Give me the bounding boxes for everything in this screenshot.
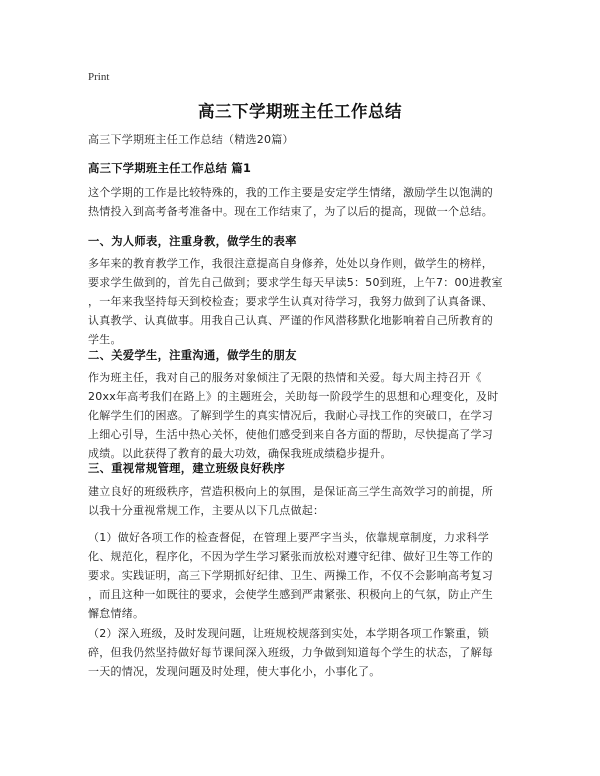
text-line: 以我十分重视常规工作，主要从以下几点做起：: [88, 504, 325, 517]
section-3-paragraph-2: [88, 528, 512, 623]
document-title: 高三下学期班主任工作总结: [198, 102, 402, 121]
text-line: 要求学生做到的，首先自己做到；要求学生每天早读5：50到班，上午7：00进教室: [88, 276, 503, 289]
text-line: 这个学期的工作是比较特殊的，我的工作主要是安定学生情绪，激励学生以饱满的: [88, 186, 493, 199]
text-line: 懈怠情绪。: [88, 607, 145, 620]
section-1-paragraph: [88, 254, 512, 349]
text-line: 一天的情况，发现问题及时处理，使大事化小，小事化了。: [88, 665, 381, 678]
text-line: （1）做好各项工作的检查督促，在管理上要严字当头，依靠规章制度，力求科学: [88, 531, 489, 544]
text-line: ，一年来我坚持每天到校检查；要求学生认真对待学习，我努力做到了认真备课、: [88, 295, 493, 308]
print-label: Print: [88, 71, 110, 83]
intro-paragraph: [88, 183, 512, 221]
section-heading-2: 二、关爱学生，注重沟通，做学生的朋友: [88, 349, 297, 362]
text-line: 要求。实践证明，高三下学期抓好纪律、卫生、两操工作，不仅不会影响高考复习: [88, 569, 493, 582]
text-line: 热情投入到高考备考准备中。现在工作结束了，为了以后的提高，现做一个总结。: [88, 205, 493, 218]
section-3-paragraph-3: [88, 624, 512, 681]
text-line: ，而且这种一如既往的要求，会使学生感到严肃紧张、积极向上的气氛，防止产生: [88, 588, 493, 601]
text-line: （2）深入班级，及时发现问题，让班规校规落到实处，本学期各项工作繁重，锁: [88, 627, 489, 640]
text-line: 成绩。以此获得了教育的最大功效，确保我班成绩稳步提升。: [88, 447, 392, 460]
text-line: 作为班主任，我对自己的服务对象倾注了无限的热情和关爱。每大周主持召开《: [88, 371, 482, 384]
section-heading-1: 一、为人师表，注重身教，做学生的表率: [88, 235, 297, 248]
text-line: 碎，但我仍然坚持做好每节课间深入班级，力争做到知道每个学生的状态，了解每: [88, 646, 493, 659]
section-2-paragraph: [88, 368, 512, 463]
text-line: 多年来的教育教学工作，我很注意提高自身修养，处处以身作则，做学生的榜样，: [88, 257, 493, 270]
text-line: 建立良好的班级秩序，营造积极向上的氛围，是保证高三学生高效学习的前提，所: [88, 485, 493, 498]
article-heading: 高三下学期班主任工作总结 篇1: [88, 162, 252, 175]
text-line: 学生。: [88, 333, 122, 346]
text-line: 上细心引导，生活中热心关怀，使他们感受到来自各方面的帮助，尽快提高了学习: [88, 428, 493, 441]
section-3-paragraph-1: [88, 482, 512, 520]
text-line: 认真教学、认真做事。用我自己认真、严谨的作风潜移默化地影响着自己所教育的: [88, 314, 493, 327]
text-line: 化解学生们的困惑。了解到学生的真实情况后，我耐心寻找工作的突破口，在学习: [88, 409, 493, 422]
section-heading-3: 三、重视常规管理，建立班级良好秩序: [88, 462, 286, 475]
text-line: 20xx年高考我们在路上》的主题班会，关助每一阶段学生的思想和心理变化，及时: [88, 390, 499, 403]
document-subtitle: 高三下学期班主任工作总结（精选20篇）: [88, 133, 294, 146]
text-line: 化、规范化，程序化，不因为学生学习紧张而放松对遵守纪律、做好卫生等工作的: [88, 550, 493, 563]
